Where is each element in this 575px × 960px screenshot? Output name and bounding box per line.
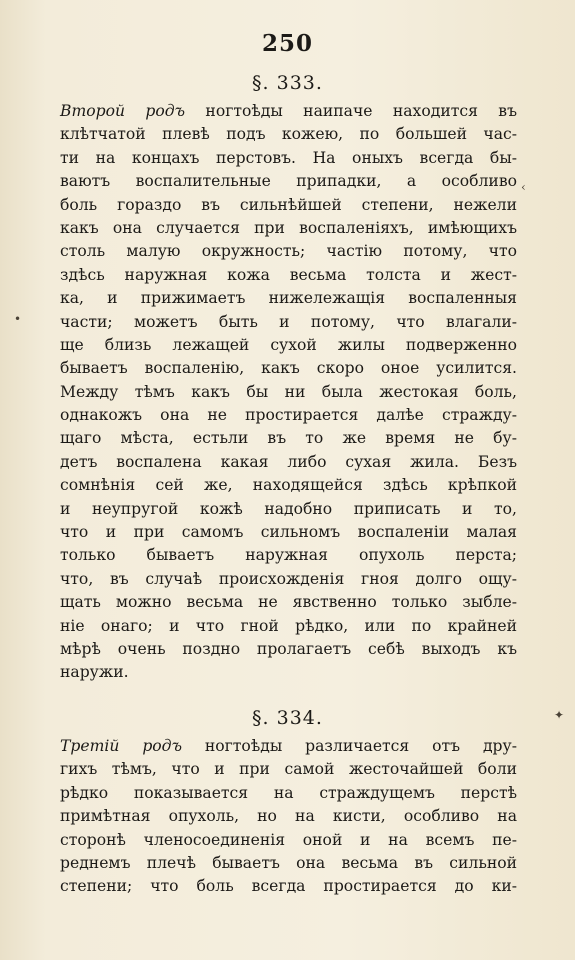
text-line: щать можно весьма не явственно только зыбле- [60, 593, 517, 612]
text-line: столь малую окружность; частію потому, что [60, 242, 517, 261]
text-line [60, 735, 517, 758]
text-line: гихъ тѣмъ, что и при самой жесточайшей боли [60, 760, 517, 779]
text-line: реднемъ плечѣ бываетъ она весьма въ сильной [60, 853, 517, 872]
text-line: ніе онаго; и что гной рѣдко, или по крайней [60, 616, 517, 635]
lead-phrase: Второй родъ [60, 102, 186, 120]
text-line: примѣтная опухоль, но на кисти, особливо на [60, 807, 517, 826]
section-heading: §. 333. [252, 72, 323, 94]
text-line: что, въ случаѣ происхожденія гноя долго ощу- [60, 569, 517, 588]
text-line: боль гораздо въ сильнѣйшей степени, нежели [60, 195, 517, 214]
text-line: ти на концахъ перстовъ. На оныхъ всегда бы- [60, 148, 517, 167]
text-line: части; можетъ быть и потому, что влагали- [60, 312, 517, 331]
text-line: наружи. [60, 663, 129, 682]
text-line: ще близь лежащей сухой жилы подверженно [60, 335, 517, 354]
text-line: щаго мѣста, естьли въ то же время не бу- [60, 429, 517, 448]
text-line: бываетъ воспаленію, какъ скоро оное усилится. [60, 359, 517, 378]
text-line: клѣтчатой плевѣ подъ кожею, по большей час- [60, 125, 517, 144]
text-line: детъ воспалена какая либо сухая жила. Безъ [60, 452, 517, 471]
text-line [60, 100, 517, 123]
text-line: ка, и прижимаетъ нижележащія воспаленныя [60, 289, 517, 308]
text-line: однакожъ она не простирается далѣе стражду- [60, 406, 517, 425]
text-line: сомнѣнія сей же, находящейся здѣсь крѣпкой [60, 476, 517, 495]
text-line: сторонѣ членосоединенія оной и на всемъ пе- [60, 830, 517, 849]
text-line-content: ногтоѣды различается отъ дру- [181, 737, 517, 755]
section-heading: §. 334. [252, 707, 323, 729]
text-line: только бываетъ наружная опухоль перста; [60, 546, 517, 565]
text-line: здѣсь наружная кожа весьма толста и жест- [60, 265, 517, 284]
text-line: Между тѣмъ какъ бы ни была жестокая боль, [60, 382, 517, 401]
ink-speck-mark: ✦ [554, 708, 565, 722]
text-line-content: ногтоѣды наипаче находится въ [185, 102, 517, 120]
text-line: что и при самомъ сильномъ воспаленіи малая [60, 523, 517, 542]
ink-speck-mark: ‹ [521, 180, 526, 194]
paragraph-section-334 [60, 735, 517, 899]
paragraph-section-333 [60, 100, 517, 685]
page-number: 250 [261, 30, 313, 57]
text-line: рѣдко показывается на страждущемъ перстѣ [60, 783, 517, 802]
text-line: какъ она случается при воспаленіяхъ, имѣющихъ [60, 218, 517, 237]
lead-phrase: Третій родъ [60, 737, 182, 755]
text-line: и неупругой кожѣ надобно приписать и то, [60, 499, 517, 518]
ink-speck-mark: • [14, 312, 22, 326]
text-line: ваютъ воспалительные припадки, а особливо [60, 172, 517, 191]
text-line: мѣрѣ очень поздно пролагаетъ себѣ выходъ къ [60, 639, 517, 658]
text-line: степени; что боль всегда простирается до ки- [60, 877, 517, 896]
